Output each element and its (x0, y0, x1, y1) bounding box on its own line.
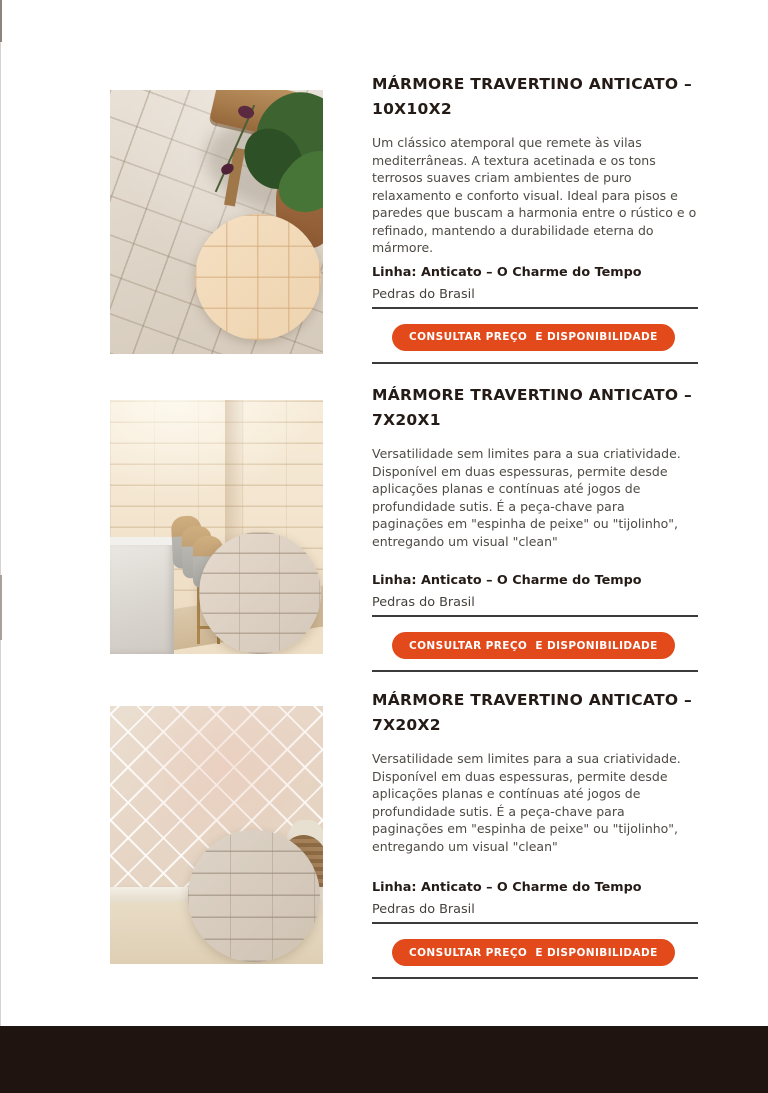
brand-link[interactable]: Pedras do Brasil (372, 595, 475, 610)
product-line-label: Linha: Anticato – O Charme do Tempo (372, 573, 642, 588)
product-photo-7x20x2 (110, 706, 323, 964)
product-title-line2: 7X20X1 (372, 411, 441, 429)
product-line-label: Linha: Anticato – O Charme do Tempo (372, 880, 642, 895)
product-title (372, 72, 698, 122)
product-title-line2: 10X10X2 (372, 100, 452, 118)
brand-row (372, 283, 698, 309)
brand-link[interactable]: Pedras do Brasil (372, 902, 475, 917)
product-title-line2: 7X20X2 (372, 716, 441, 734)
section-divider (372, 670, 698, 672)
marble-counter-illustration (110, 542, 174, 654)
consult-price-button[interactable]: CONSULTAR PREÇO E DISPONIBILIDADE (392, 632, 675, 659)
product-info-7x20x2 (372, 688, 698, 979)
tile-detail-inset (188, 830, 320, 962)
marble-counter-top-illustration (110, 537, 176, 545)
product-description: Um clássico atemporal que remete às vilas mediterrâneas. A textura acetinada e os tons terrosos suaves criam ambientes de puro relaxamento e conforto visual. Ideal para pisos e paredes que buscam a harmonia entre o rústico e o refinado, mantendo a durabilidade eterna do mármore. (372, 135, 697, 255)
footer-bar (0, 1026, 768, 1093)
page-edge-hairline (0, 0, 1, 1026)
tile-detail-inset (195, 214, 321, 340)
product-info-7x20x1 (372, 383, 698, 672)
product-photo-10x10x2 (110, 90, 323, 354)
consult-price-button[interactable]: CONSULTAR PREÇO E DISPONIBILIDADE (392, 939, 675, 966)
section-divider (372, 977, 698, 979)
product-photo-7x20x1 (110, 400, 323, 654)
wall-light-illustration (110, 400, 323, 502)
product-description: Versatilidade sem limites para a sua criatividade. Disponível em duas espessuras, permite desde aplicações planas e contínuas até jogos de profundidade sutis. É a peça-chave para paginações em "espinha de peixe" ou "tijolinho", entregando um visual "clean" (372, 446, 681, 549)
product-title (372, 383, 698, 433)
brand-row (372, 898, 698, 924)
brand-link[interactable]: Pedras do Brasil (372, 286, 475, 302)
page-edge-mark-top (0, 0, 2, 42)
product-title (372, 688, 698, 738)
product-description: Versatilidade sem limites para a sua criatividade. Disponível em duas espessuras, permite desde aplicações planas e contínuas até jogos de profundidade sutis. É a peça-chave para paginações em "espinha de peixe" ou "tijolinho", entregando um visual "clean" (372, 751, 681, 854)
product-title-line1: MÁRMORE TRAVERTINO ANTICATO – (372, 386, 693, 404)
tile-detail-inset (199, 532, 321, 654)
product-line-label: Linha: Anticato – O Charme do Tempo (372, 264, 642, 280)
brand-row (372, 591, 698, 617)
product-title-line1: MÁRMORE TRAVERTINO ANTICATO – (372, 75, 693, 93)
product-info-10x10x2 (372, 72, 698, 364)
product-title-line1: MÁRMORE TRAVERTINO ANTICATO – (372, 691, 693, 709)
page-edge-mark-mid (0, 575, 2, 640)
consult-price-button[interactable]: CONSULTAR PREÇO E DISPONIBILIDADE (392, 324, 675, 351)
section-divider (372, 362, 698, 364)
